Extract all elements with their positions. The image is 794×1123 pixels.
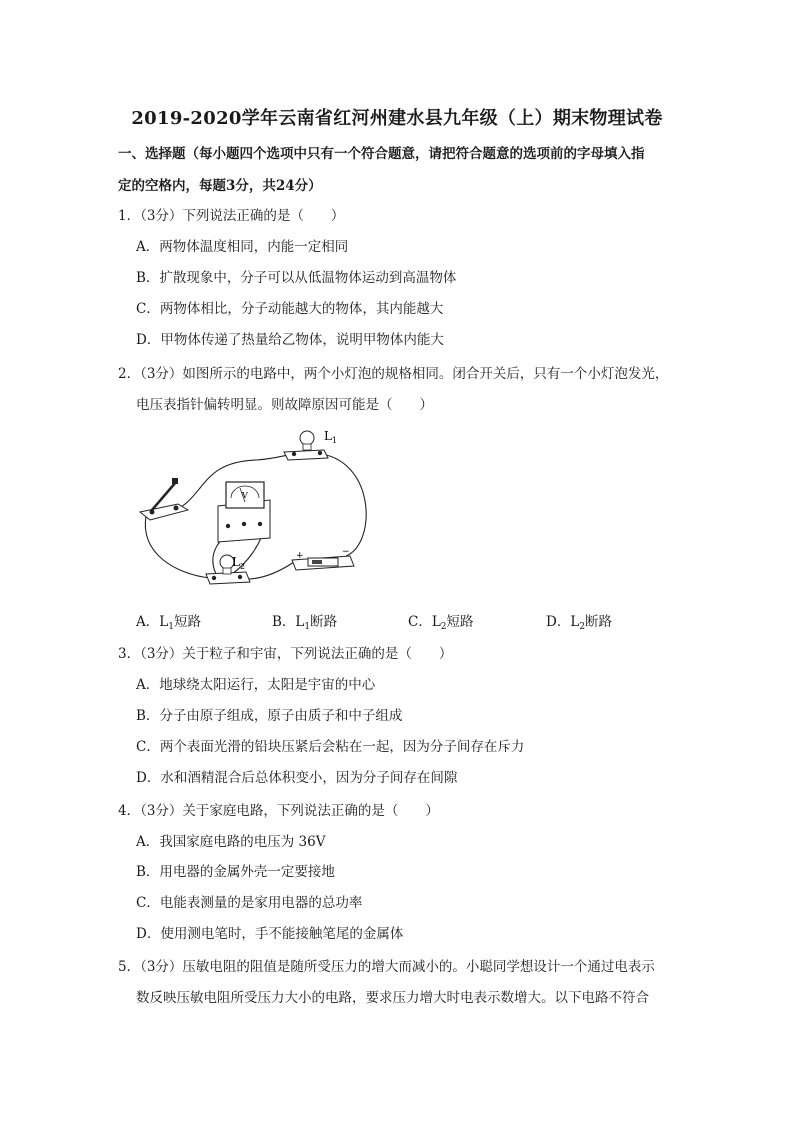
q3-stem: 3．（3分）关于粒子和宇宙，下列说法正确的是（ ） [118, 646, 453, 662]
q5-stem-line2: 数反映压敏电阻所受压力大小的电路，要求压力增大时电表示数增大。以下电路不符合 [136, 990, 649, 1006]
section-heading-line2: 定的空格内，每题3分，共24分） [118, 178, 322, 194]
q4-option-c: C．电能表测量的是家用电器的总功率 [136, 895, 363, 911]
battery-minus: − [342, 547, 350, 557]
q1-option-d: D．甲物体传递了热量给乙物体，说明甲物体内能大 [136, 332, 444, 348]
q1-stem: 1．（3分）下列说法正确的是（ ） [118, 208, 345, 224]
q4-option-d: D．使用测电笔时，手不能接触笔尾的金属体 [136, 926, 404, 942]
q1-option-a: A．两物体温度相同，内能一定相同 [136, 239, 349, 255]
q3-option-a: A．地球绕太阳运行，太阳是宇宙的中心 [136, 677, 376, 693]
q3-option-d: D．水和酒精混合后总体积变小，因为分子间存在间隙 [136, 770, 458, 786]
q2-option-a: A．$L_1$短路 [136, 614, 201, 632]
q2-stem-line1: 2．（3分）如图所示的电路中，两个小灯泡的规格相同。闭合开关后，只有一个小灯泡发光， [118, 366, 669, 382]
q2-option-c: C．$L_2$短路 [408, 614, 474, 632]
page-title: 2019-2020学年云南省红河州建水县九年级（上）期末物理试卷 [131, 108, 663, 129]
q2-option-d: D．$L_2$断路 [546, 614, 613, 632]
q4-option-a: A．我国家庭电路的电压为 36V [136, 834, 326, 850]
battery-plus: + [296, 551, 304, 561]
q1-option-b: B．扩散现象中，分子可以从低温物体运动到高温物体 [136, 270, 457, 286]
q2-stem-line2: 电压表指针偏转明显。则故障原因可能是（ ） [136, 397, 433, 413]
q3-option-c: C．两个表面光滑的铅块压紧后会粘在一起，因为分子间存在斥力 [136, 739, 525, 755]
q3-option-b: B．分子由原子组成，原子由质子和中子组成 [136, 708, 403, 724]
q2-option-b: B．$L_1$断路 [272, 614, 338, 632]
section-heading-line1: 一、选择题（每小题四个选项中只有一个符合题意，请把符合题意的选项前的字母填入指 [118, 146, 645, 162]
label-l2: $L_2$ [232, 555, 246, 571]
switch-icon [140, 478, 188, 520]
circuit-diagram [136, 424, 376, 590]
label-l1: $L_1$ [324, 429, 338, 445]
voltmeter-label: V [242, 491, 248, 500]
bulb-l1-icon [284, 431, 328, 460]
q5-stem-line1: 5．（3分）压敏电阻的阻值是随所受压力的增大而减小的。小聪同学想设计一个通过电表示 [118, 959, 655, 975]
q1-option-c: C．两物体相比，分子动能越大的物体，其内能越大 [136, 301, 444, 317]
q4-stem: 4．（3分）关于家庭电路，下列说法正确的是（ ） [118, 803, 439, 819]
q4-option-b: B．用电器的金属外壳一定要接地 [136, 864, 335, 880]
